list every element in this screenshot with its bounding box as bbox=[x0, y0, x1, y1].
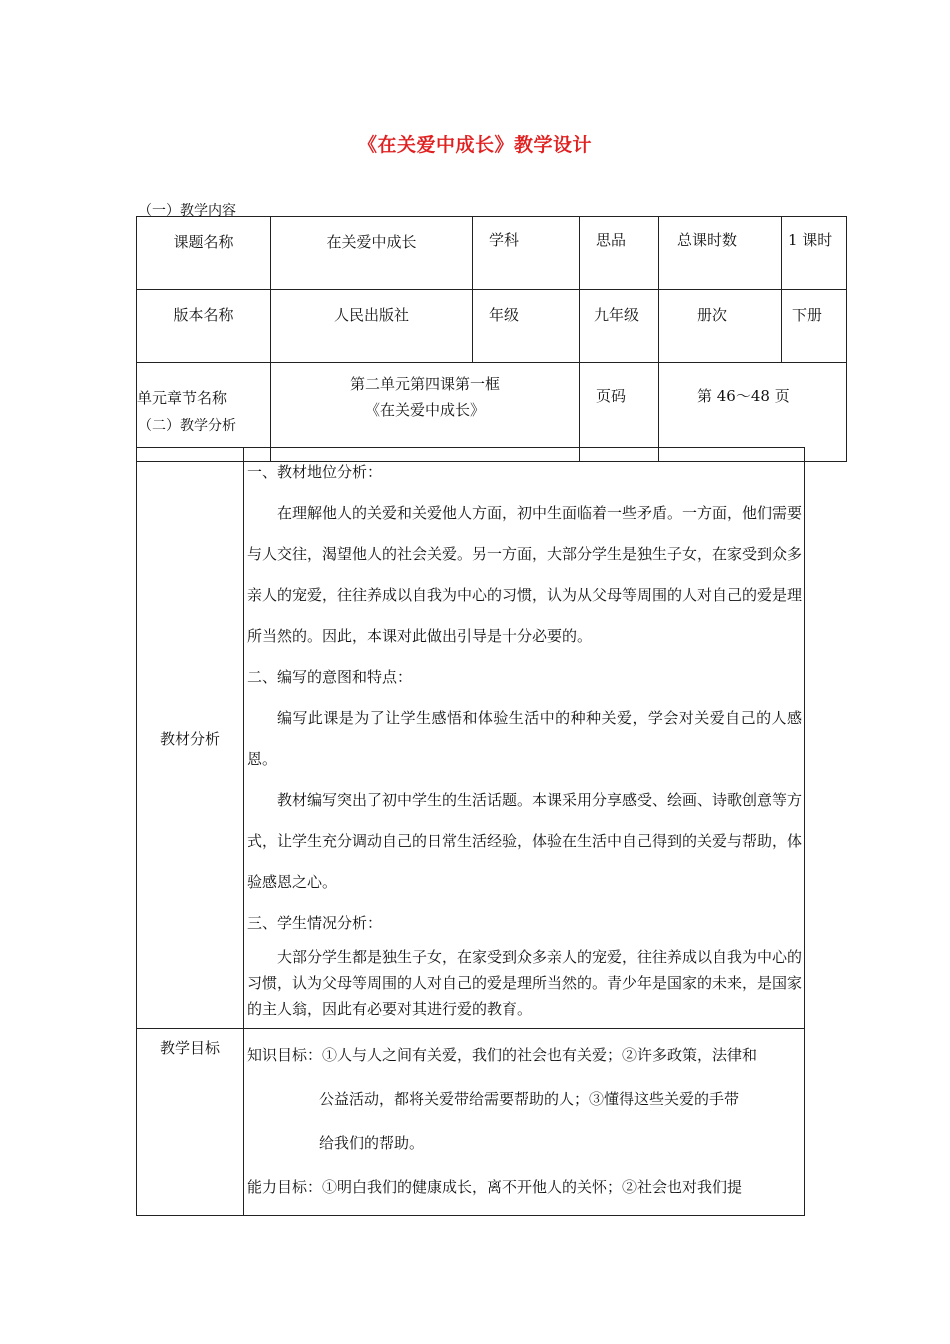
paragraph-intent: 编写此课是为了让学生感悟和体验生活中的种种关爱，学会对关爱自己的人感恩。 bbox=[246, 709, 802, 768]
heading-material-position: 一、教材地位分析： bbox=[246, 463, 382, 481]
value-course-name: 在关爱中成长 bbox=[271, 217, 473, 290]
value-volume: 下册 bbox=[782, 290, 847, 363]
course-info-table bbox=[136, 216, 847, 462]
paragraph-features: 教材编写突出了初中学生的生活话题。本课采用分享感受、绘画、诗歌创意等方式，让学生充分调动自己的日常生活经验，体验在生活中自己得到的关爱与帮助，体验感恩之心。 bbox=[246, 791, 802, 891]
knowledge-goal-line3: 给我们的帮助。 bbox=[318, 1134, 424, 1152]
label-teaching-goals: 教学目标 bbox=[137, 1029, 244, 1216]
value-grade: 九年级 bbox=[580, 290, 659, 363]
unit-chapter-line1: 第二单元第四课第一框 bbox=[349, 375, 500, 393]
unit-chapter-line2: 《在关爱中成长》 bbox=[364, 401, 485, 419]
heading-student-situation: 三、学生情况分析： bbox=[246, 914, 382, 932]
label-grade: 年级 bbox=[473, 290, 580, 363]
value-edition: 人民出版社 bbox=[271, 290, 473, 363]
section-heading-analysis: （二）教学分析 bbox=[138, 418, 236, 434]
value-subject: 思品 bbox=[580, 217, 659, 290]
heading-intent-features: 二、编写的意图和特点： bbox=[246, 668, 412, 686]
label-volume: 册次 bbox=[659, 290, 782, 363]
paragraph-student-situation: 大部分学生都是独生子女，在家受到众多亲人的宠爱，往往养成以自我为中心的习惯，认为父母等周围的人对自己的爱是理所当然的。青少年是国家的未来，是国家的主人翁，因此有必要对其进行爱的教育。 bbox=[246, 948, 802, 1018]
value-total-hours: 1 课时 bbox=[782, 217, 847, 290]
label-subject: 学科 bbox=[473, 217, 580, 290]
label-edition: 版本名称 bbox=[137, 290, 271, 363]
value-page: 第 46～48 页 bbox=[659, 363, 847, 462]
label-material-analysis: 教材分析 bbox=[137, 448, 244, 1029]
paragraph-material-position: 在理解他人的关爱和关爱他人方面，初中生面临着一些矛盾。一方面，他们需要与人交往，渴望他人的社会关爱。另一方面，大部分学生是独生子女，在家受到众多亲人的宠爱，往往养成以自我为中心的习惯，认为从父母等周围的人对自己的爱是理所当然的。因此，本课对此做出引导是十分必要的。 bbox=[246, 504, 802, 645]
ability-goal-line1: 能力目标：①明白我们的健康成长，离不开他人的关怀；②社会也对我们提 bbox=[246, 1178, 742, 1196]
label-total-hours: 总课时数 bbox=[659, 217, 782, 290]
teaching-analysis-table bbox=[136, 447, 805, 1216]
label-page: 页码 bbox=[580, 363, 659, 462]
label-course-name: 课题名称 bbox=[137, 217, 271, 290]
teaching-goals-content bbox=[243, 1029, 804, 1216]
knowledge-goal-line2: 公益活动，都将关爱带给需要帮助的人；③懂得这些关爱的手带 bbox=[318, 1090, 739, 1108]
label-unit-chapter: 单元章节名称 bbox=[137, 363, 271, 462]
material-analysis-content bbox=[243, 448, 804, 1029]
document-title: 《在关爱中成长》教学设计 bbox=[357, 134, 592, 156]
section-heading-content: （一）教学内容 bbox=[138, 203, 236, 219]
knowledge-goal-line1: 知识目标：①人与人之间有关爱，我们的社会也有关爱；②许多政策，法律和 bbox=[246, 1046, 757, 1064]
